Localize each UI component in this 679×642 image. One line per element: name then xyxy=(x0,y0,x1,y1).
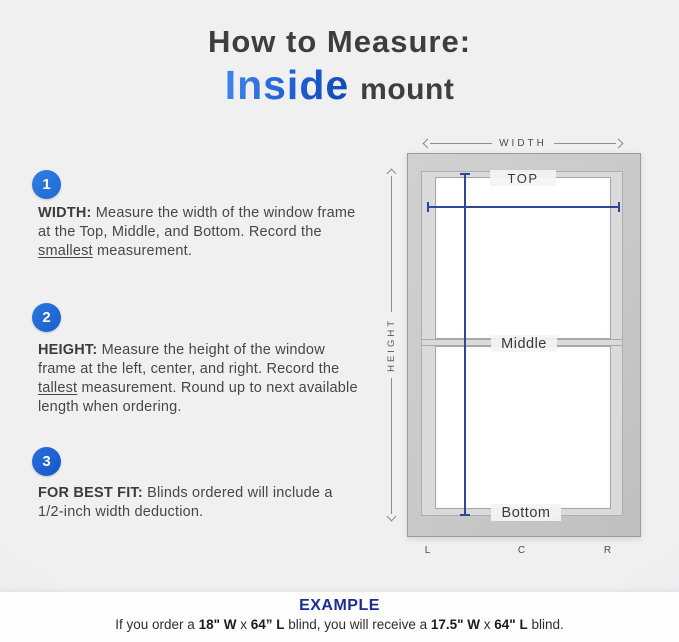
width-arrow-line xyxy=(554,143,616,144)
example-sep: x xyxy=(236,617,251,632)
example-banner xyxy=(0,592,679,642)
height-arrow-label: HEIGHT xyxy=(386,318,397,372)
title-rest-mount: mount xyxy=(360,73,455,106)
example-prefix: If you order a xyxy=(115,617,199,632)
example-order-width: 18" W xyxy=(198,617,237,632)
arrow-right-icon xyxy=(614,138,624,148)
arrow-left-icon xyxy=(423,138,433,148)
step-3-text xyxy=(38,484,360,522)
step-1-number: 1 xyxy=(42,176,51,193)
example-receive-length: 64" L xyxy=(494,617,528,632)
example-suffix: blind. xyxy=(527,617,564,632)
height-arrow-line xyxy=(391,176,392,312)
step-2-text xyxy=(38,341,360,417)
step-1-underlined-word: smallest xyxy=(38,243,93,259)
example-sep: x xyxy=(480,617,495,632)
title-accent-inside: Inside xyxy=(224,62,350,108)
step-2-body-end: measurement. Round up to next available length when ordering. xyxy=(38,380,358,415)
label-bottom: Bottom xyxy=(491,504,561,521)
step-1-body-end: measurement. xyxy=(92,243,193,259)
title-line1: How to Measure: xyxy=(207,24,472,59)
window-pane-top xyxy=(435,177,611,339)
width-arrow-label: WIDTH xyxy=(499,137,547,149)
step-2-body: Measure the height of the window frame at the left, center, and right. Record the xyxy=(38,342,340,377)
width-arrow-line xyxy=(430,143,492,144)
example-receive-width: 17.5" W xyxy=(430,617,481,632)
step-3-number: 3 xyxy=(42,453,51,470)
label-top: TOP xyxy=(490,170,556,186)
step-2-lead: HEIGHT: xyxy=(38,342,98,358)
arrow-down-icon xyxy=(387,512,397,522)
height-dimension-arrow xyxy=(384,170,399,520)
label-middle: Middle xyxy=(491,335,557,352)
height-arrow-line xyxy=(391,378,392,514)
step-3-body: Blinds ordered will include a 1/2-inch width deduction. xyxy=(38,485,333,520)
height-measure-line xyxy=(464,173,466,516)
step-2-badge xyxy=(32,303,61,332)
step-1-lead: WIDTH: xyxy=(38,205,92,221)
step-1-text xyxy=(38,204,360,261)
window-pane-bottom xyxy=(435,346,611,509)
step-2-number: 2 xyxy=(42,309,51,326)
step-3-lead: FOR BEST FIT: xyxy=(38,485,143,501)
title-line2 xyxy=(0,62,679,109)
arrow-up-icon xyxy=(387,169,397,179)
column-label-left: L xyxy=(424,545,432,556)
step-3-badge xyxy=(32,447,61,476)
example-mid: blind, you will receive a xyxy=(284,617,431,632)
example-sentence xyxy=(0,617,679,632)
page-title xyxy=(0,24,679,109)
example-order-length: 64” L xyxy=(250,617,285,632)
step-1-body: Measure the width of the window frame at the Top, Middle, and Bottom. Record the xyxy=(38,205,356,240)
step-2-underlined-word: tallest xyxy=(38,380,78,396)
column-label-center: C xyxy=(517,545,527,556)
column-label-right: R xyxy=(603,545,613,556)
width-dimension-arrow xyxy=(424,136,622,150)
width-measure-line xyxy=(427,206,620,208)
example-heading: EXAMPLE xyxy=(299,597,380,614)
step-1-badge xyxy=(32,170,61,199)
